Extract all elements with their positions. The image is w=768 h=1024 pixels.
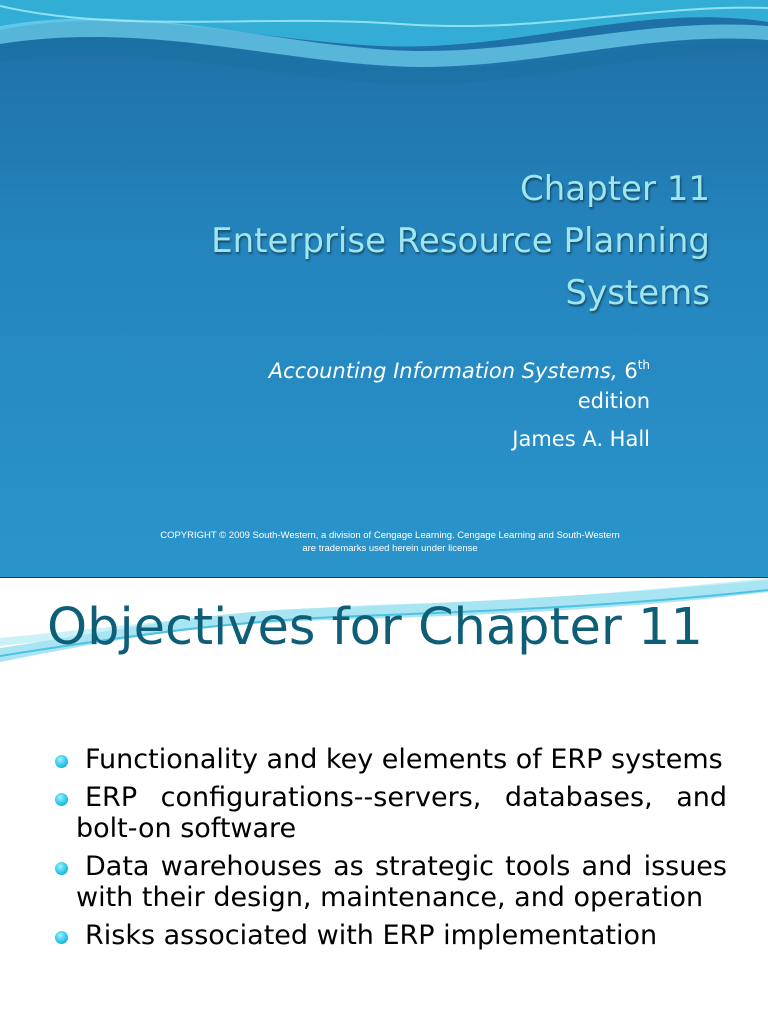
title-line-topic: Enterprise Resource Planning [211,221,710,261]
copyright-notice [110,529,670,555]
bullet-dot-icon [55,862,68,875]
title-line-chapter: Chapter 11 [519,169,710,209]
copyright-line-1: COPYRIGHT © 2009 South-Western, a division of Cengage Learning. Cengage Learning and South-Western [160,530,620,541]
edition-word: edition [577,389,650,413]
slide1-subtitle [90,356,650,454]
bullet-text: ERP configurations--servers, databases, and bolt-on software [76,782,727,844]
bullet-text: Risks associated with ERP implementation [85,920,658,951]
list-item [76,782,727,844]
list-item [76,920,727,951]
bullet-dot-icon [55,755,68,768]
edition-suffix: th [637,358,650,372]
copyright-line-2: are trademarks used herein under license [302,543,478,554]
bullet-dot-icon [55,793,68,806]
book-title: Accounting Information Systems, [268,359,618,383]
slide2-title: Objectives for Chapter 11 [47,598,703,657]
list-item [76,851,727,913]
book-edition-line [90,356,650,386]
objectives-slide [0,578,768,1024]
list-item [76,744,727,775]
objectives-list [0,744,768,958]
slide1-title [90,163,710,319]
wave-decoration [0,0,768,110]
bullet-text: Data warehouses as strategic tools and issues with their design, maintenance, and operation [76,851,727,913]
bullet-text: Functionality and key elements of ERP systems [85,744,723,775]
bullet-dot-icon [55,931,68,944]
title-line-systems: Systems [565,273,710,313]
author-name: James A. Hall [512,427,650,451]
edition-number: 6 [624,359,638,383]
